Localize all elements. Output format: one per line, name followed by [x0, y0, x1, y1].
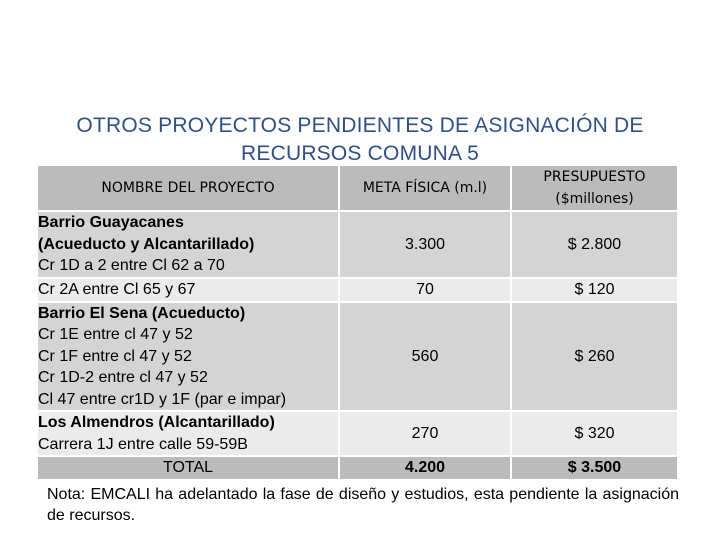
budget-cell: $ 120 [511, 278, 678, 302]
project-line: Barrio Guayacanes [38, 214, 184, 232]
project-name-cell [38, 302, 339, 412]
project-line: Cl 47 entre cr1D y 1F (par e impar) [38, 390, 287, 408]
physical-goal-cell: 3.300 [339, 211, 511, 278]
page-title [0, 112, 720, 168]
budget-cell: $ 260 [511, 302, 678, 412]
table-row [38, 278, 678, 302]
project-line: (Acueducto y Alcantarillado) [38, 235, 255, 253]
header-budget-line-2: ($millones) [555, 191, 634, 207]
project-line: Cr 1D a 2 entre Cl 62 a 70 [38, 257, 225, 275]
projects-table [38, 166, 679, 481]
budget-cell: $ 2.800 [511, 211, 678, 278]
total-physical-goal: 4.200 [339, 456, 511, 480]
physical-goal-cell: 270 [339, 411, 511, 456]
project-line: Cr 1F entre cl 47 y 52 [38, 347, 192, 365]
header-budget-line-1: PRESUPUESTO [543, 169, 646, 185]
footnote: Nota: EMCALI ha adelantado la fase de diseño y estudios, esta pendiente la asignación de recursos. [47, 486, 679, 524]
table-body [38, 211, 678, 480]
physical-goal-cell: 70 [339, 278, 511, 302]
budget-cell: $ 320 [511, 411, 678, 456]
table-row [38, 302, 678, 412]
title-line-2: RECURSOS COMUNA 5 [241, 142, 479, 165]
project-line: Los Almendros (Alcantarillado) [38, 414, 275, 431]
total-row [38, 456, 678, 480]
title-line-1: OTROS PROYECTOS PENDIENTES DE ASIGNACIÓN DE [76, 114, 644, 137]
project-line: Cr 1E entre cl 47 y 52 [38, 326, 193, 343]
project-name-cell [38, 278, 339, 302]
total-label: TOTAL [38, 456, 339, 480]
project-line: Barrio El Sena (Acueducto) [38, 304, 246, 322]
table-row [38, 411, 678, 456]
project-name-cell [38, 211, 339, 278]
project-line: Cr 1D-2 entre cl 47 y 52 [38, 369, 208, 386]
physical-goal-cell: 560 [339, 302, 511, 412]
table-header-row [38, 166, 678, 211]
header-budget [511, 166, 678, 211]
project-line: Cr 2A entre Cl 65 y 67 [38, 281, 196, 298]
total-budget: $ 3.500 [511, 456, 678, 480]
table-row [38, 211, 678, 278]
project-name-cell [38, 411, 339, 456]
header-physical-goal: META FÍSICA (m.l) [339, 166, 511, 211]
project-line: Carrera 1J entre calle 59-59B [38, 435, 248, 453]
header-project-name: NOMBRE DEL PROYECTO [38, 166, 339, 211]
